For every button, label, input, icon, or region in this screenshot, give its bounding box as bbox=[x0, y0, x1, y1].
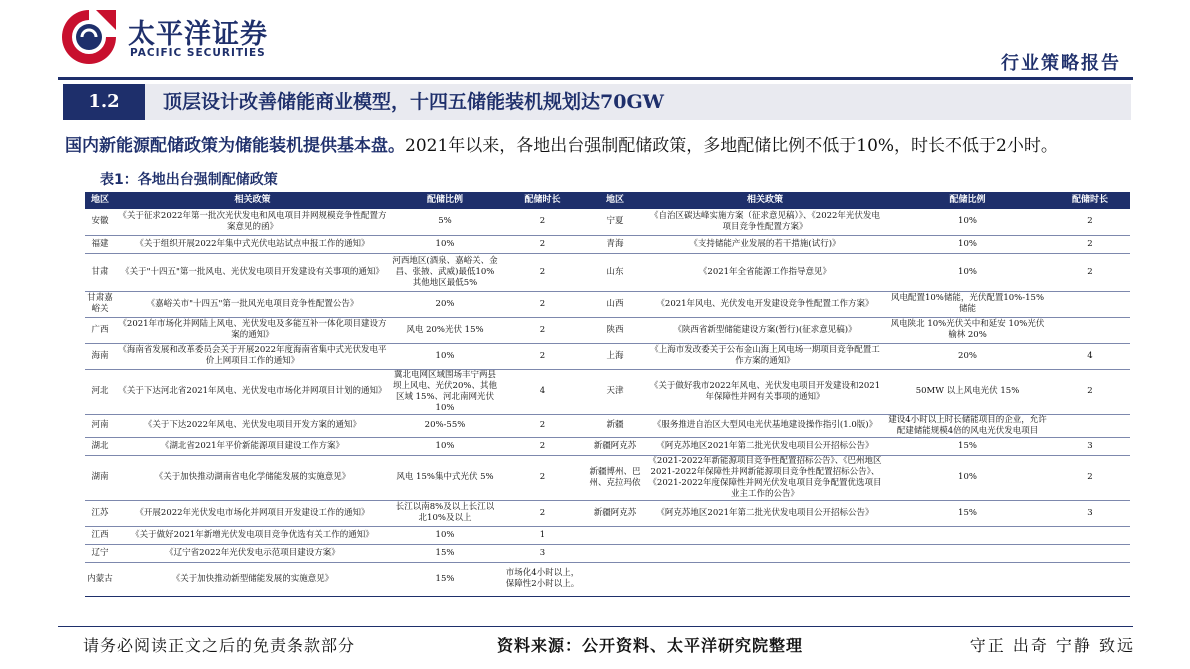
cell-duration bbox=[1050, 317, 1130, 343]
table-row bbox=[85, 209, 1130, 235]
cell-duration: 2 bbox=[500, 500, 585, 526]
table-row bbox=[85, 562, 1130, 596]
paragraph-lead: 国内新能源配储政策为储能装机提供基本盘。 bbox=[65, 136, 405, 156]
cell-region: 海南 bbox=[85, 343, 115, 369]
cell-ratio: 风电 20%光伏 15% bbox=[390, 317, 500, 343]
cell-policy: 《关于做好2021年新增光伏发电项目竞争优选有关工作的通知》 bbox=[115, 526, 390, 544]
cell-region: 江西 bbox=[85, 526, 115, 544]
cell-policy: 《关于征求2022年第一批次光伏发电和风电项目并网规模竞争性配置方案意见的函》 bbox=[115, 209, 390, 235]
cell-policy: 《关于组织开展2022年集中式光伏电站试点申报工作的通知》 bbox=[115, 235, 390, 253]
cell-policy bbox=[645, 526, 885, 544]
cell-ratio: 5% bbox=[390, 209, 500, 235]
cell-ratio: 10% bbox=[390, 437, 500, 455]
cell-policy: 《阿克苏地区2021年第二批光伏发电项目公开招标公告》 bbox=[645, 500, 885, 526]
cell-ratio: 15% bbox=[885, 500, 1050, 526]
cell-ratio: 15% bbox=[390, 544, 500, 562]
cell-ratio: 风电配置10%储能，光伏配置10%-15%储能 bbox=[885, 291, 1050, 317]
cell-duration: 2 bbox=[500, 235, 585, 253]
table-row bbox=[85, 291, 1130, 317]
cell-duration bbox=[1050, 544, 1130, 562]
cell-duration: 3 bbox=[500, 544, 585, 562]
table-row bbox=[85, 526, 1130, 544]
cell-policy: 《关于"十四五"第一批风电、光伏发电项目开发建设有关事项的通知》 bbox=[115, 253, 390, 291]
storage-policy-table bbox=[85, 192, 1130, 597]
cell-policy: 《2021年风电、光伏发电开发建设竞争性配置工作方案》 bbox=[645, 291, 885, 317]
table-row bbox=[85, 544, 1130, 562]
cell-duration: 4 bbox=[500, 369, 585, 414]
cell-policy: 《服务推进自治区大型风电光伏基地建设操作指引(1.0版)》 bbox=[645, 414, 885, 437]
page-header bbox=[0, 0, 1190, 80]
cell-policy: 《2021年市场化并网陆上风电、光伏发电及多能互补一体化项目建设方案的通知》 bbox=[115, 317, 390, 343]
col-header-duration: 配储时长 bbox=[1050, 192, 1130, 209]
table-row bbox=[85, 369, 1130, 414]
cell-duration: 2 bbox=[500, 455, 585, 500]
cell-duration: 4 bbox=[1050, 343, 1130, 369]
cell-region: 江苏 bbox=[85, 500, 115, 526]
cell-duration bbox=[1050, 291, 1130, 317]
table-row bbox=[85, 343, 1130, 369]
cell-duration: 2 bbox=[500, 437, 585, 455]
cell-ratio: 河西地区(酒泉、嘉峪关、金昌、张掖、武威)最低10%其他地区最低5% bbox=[390, 253, 500, 291]
cell-ratio: 风电陕北 10%光伏关中和延安 10%光伏榆林 20% bbox=[885, 317, 1050, 343]
cell-duration: 2 bbox=[500, 414, 585, 437]
col-header-ratio: 配储比例 bbox=[885, 192, 1050, 209]
cell-region: 山东 bbox=[585, 253, 645, 291]
cell-region: 安徽 bbox=[85, 209, 115, 235]
table-row bbox=[85, 317, 1130, 343]
pacific-securities-logo-icon bbox=[58, 6, 120, 68]
cell-ratio: 风电 15%集中式光伏 5% bbox=[390, 455, 500, 500]
cell-ratio bbox=[885, 526, 1050, 544]
cell-duration: 2 bbox=[1050, 369, 1130, 414]
brand-name-en: PACIFIC SECURITIES bbox=[130, 47, 266, 59]
table-row bbox=[85, 414, 1130, 437]
cell-region: 福建 bbox=[85, 235, 115, 253]
col-header-duration: 配储时长 bbox=[500, 192, 585, 209]
cell-region: 湖北 bbox=[85, 437, 115, 455]
col-header-region: 地区 bbox=[585, 192, 645, 209]
cell-ratio: 15% bbox=[390, 562, 500, 596]
cell-duration: 2 bbox=[500, 291, 585, 317]
cell-duration: 2 bbox=[500, 317, 585, 343]
cell-duration bbox=[1050, 414, 1130, 437]
footer-source: 资料来源：公开资料、太平洋研究院整理 bbox=[497, 636, 804, 655]
cell-duration: 市场化4小时以上，保障性2小时以上。 bbox=[500, 562, 585, 596]
cell-duration: 2 bbox=[500, 209, 585, 235]
cell-duration: 3 bbox=[1050, 437, 1130, 455]
cell-ratio: 10% bbox=[390, 343, 500, 369]
cell-policy: 《2021年全省能源工作指导意见》 bbox=[645, 253, 885, 291]
cell-region: 新疆阿克苏 bbox=[585, 437, 645, 455]
cell-region: 甘肃 bbox=[85, 253, 115, 291]
col-header-ratio: 配储比例 bbox=[390, 192, 500, 209]
cell-ratio: 冀北电网区域围场丰宁两县坝上风电、光伏20%、其他区域 15%、河北南网光伏 10% bbox=[390, 369, 500, 414]
table-row bbox=[85, 253, 1130, 291]
cell-ratio: 10% bbox=[885, 253, 1050, 291]
cell-policy: 《湖北省2021年平价新能源项目建设工作方案》 bbox=[115, 437, 390, 455]
cell-ratio: 建设4小时以上时长储能项目的企业，允许配建储能规模4倍的风电光伏发电项目 bbox=[885, 414, 1050, 437]
cell-duration: 3 bbox=[1050, 500, 1130, 526]
cell-ratio bbox=[885, 562, 1050, 596]
cell-ratio: 10% bbox=[390, 526, 500, 544]
brand-name-cn: 太平洋证券 bbox=[128, 19, 268, 50]
footer-disclaimer: 请务必阅读正文之后的免责条款部分 bbox=[83, 636, 356, 655]
table-caption: 表1：各地出台强制配储政策 bbox=[100, 172, 278, 188]
col-header-policy: 相关政策 bbox=[645, 192, 885, 209]
section-title: 顶层设计改善储能商业模型，十四五储能装机规划达70GW bbox=[163, 91, 665, 113]
cell-region: 陕西 bbox=[585, 317, 645, 343]
cell-ratio: 20% bbox=[390, 291, 500, 317]
cell-ratio: 10% bbox=[390, 235, 500, 253]
report-type-label: 行业策略报告 bbox=[1001, 53, 1121, 74]
summary-paragraph bbox=[65, 134, 1140, 158]
cell-region bbox=[585, 526, 645, 544]
cell-ratio: 20%-55% bbox=[390, 414, 500, 437]
cell-ratio: 20% bbox=[885, 343, 1050, 369]
cell-ratio: 10% bbox=[885, 235, 1050, 253]
table-row bbox=[85, 437, 1130, 455]
paragraph-body: 2021年以来，各地出台强制配储政策，多地配储比例不低于10%，时长不低于2小时。 bbox=[405, 136, 1058, 156]
cell-region: 内蒙古 bbox=[85, 562, 115, 596]
cell-ratio: 长江以南8%及以上长江以北10%及以上 bbox=[390, 500, 500, 526]
cell-region: 河南 bbox=[85, 414, 115, 437]
cell-policy: 《关于下达河北省2021年风电、光伏发电市场化并网项目计划的通知》 bbox=[115, 369, 390, 414]
cell-region: 天津 bbox=[585, 369, 645, 414]
col-header-policy: 相关政策 bbox=[115, 192, 390, 209]
cell-policy bbox=[645, 562, 885, 596]
cell-duration bbox=[1050, 562, 1130, 596]
cell-duration: 1 bbox=[500, 526, 585, 544]
cell-region bbox=[585, 544, 645, 562]
cell-policy: 《阿克苏地区2021年第二批光伏发电项目公开招标公告》 bbox=[645, 437, 885, 455]
cell-duration: 2 bbox=[500, 343, 585, 369]
cell-region: 甘肃嘉峪关 bbox=[85, 291, 115, 317]
cell-policy: 《上海市发改委关于公布金山海上风电场一期项目竞争配置工作方案的通知》 bbox=[645, 343, 885, 369]
cell-duration: 2 bbox=[500, 253, 585, 291]
cell-policy: 《辽宁省2022年光伏发电示范项目建设方案》 bbox=[115, 544, 390, 562]
cell-region: 河北 bbox=[85, 369, 115, 414]
col-header-region: 地区 bbox=[85, 192, 115, 209]
section-heading bbox=[63, 84, 1131, 120]
footer-divider bbox=[58, 626, 1133, 627]
cell-policy: 《开展2022年光伏发电市场化并网项目开发建设工作的通知》 bbox=[115, 500, 390, 526]
cell-duration bbox=[1050, 526, 1130, 544]
cell-region bbox=[585, 562, 645, 596]
cell-duration: 2 bbox=[1050, 253, 1130, 291]
cell-ratio: 10% bbox=[885, 455, 1050, 500]
cell-region: 辽宁 bbox=[85, 544, 115, 562]
header-divider bbox=[58, 77, 1133, 80]
cell-policy: 《2021-2022年新能源项目竞争性配置招标公告》、《巴州地区2021-2022年保障性并网新能源项目竞争性配置招标公告》、《2021-2022年度保障性并网光伏发电项目竞争配置优选项目业主工作的公告》 bbox=[645, 455, 885, 500]
cell-region: 上海 bbox=[585, 343, 645, 369]
cell-region: 宁夏 bbox=[585, 209, 645, 235]
table-row bbox=[85, 235, 1130, 253]
cell-ratio: 50MW 以上风电光伏 15% bbox=[885, 369, 1050, 414]
table-row bbox=[85, 500, 1130, 526]
cell-region: 湖南 bbox=[85, 455, 115, 500]
cell-duration: 2 bbox=[1050, 209, 1130, 235]
footer-motto: 守正 出奇 宁静 致远 bbox=[969, 636, 1135, 655]
cell-policy: 《关于做好我市2022年风电、光伏发电项目开发建设和2021年保障性并网有关事项的通知》 bbox=[645, 369, 885, 414]
cell-policy: 《关于下达2022年风电、光伏发电项目开发方案的通知》 bbox=[115, 414, 390, 437]
cell-ratio bbox=[885, 544, 1050, 562]
cell-region: 青海 bbox=[585, 235, 645, 253]
cell-policy: 《嘉峪关市"十四五"第一批风光电项目竞争性配置公告》 bbox=[115, 291, 390, 317]
cell-region: 新疆阿克苏 bbox=[585, 500, 645, 526]
cell-policy: 《海南省发展和改革委员会关于开展2022年度海南省集中式光伏发电平价上网项目工作的通知》 bbox=[115, 343, 390, 369]
cell-region: 广西 bbox=[85, 317, 115, 343]
cell-policy: 《陕西省新型储能建设方案(暂行)(征求意见稿)》 bbox=[645, 317, 885, 343]
cell-region: 山西 bbox=[585, 291, 645, 317]
cell-policy: 《自治区碳达峰实施方案（征求意见稿）》、《2022年光伏发电项目竞争性配置方案》 bbox=[645, 209, 885, 235]
cell-ratio: 15% bbox=[885, 437, 1050, 455]
cell-duration: 2 bbox=[1050, 455, 1130, 500]
cell-ratio: 10% bbox=[885, 209, 1050, 235]
section-number: 1.2 bbox=[63, 84, 145, 120]
cell-region: 新疆博州、巴州、克拉玛依 bbox=[585, 455, 645, 500]
cell-region: 新疆 bbox=[585, 414, 645, 437]
cell-policy: 《关于加快推动新型储能发展的实施意见》 bbox=[115, 562, 390, 596]
cell-policy: 《关于加快推动湖南省电化学储能发展的实施意见》 bbox=[115, 455, 390, 500]
table-row bbox=[85, 455, 1130, 500]
cell-duration: 2 bbox=[1050, 235, 1130, 253]
cell-policy bbox=[645, 544, 885, 562]
table-header-row bbox=[85, 192, 1130, 209]
cell-policy: 《支持储能产业发展的若干措施(试行)》 bbox=[645, 235, 885, 253]
